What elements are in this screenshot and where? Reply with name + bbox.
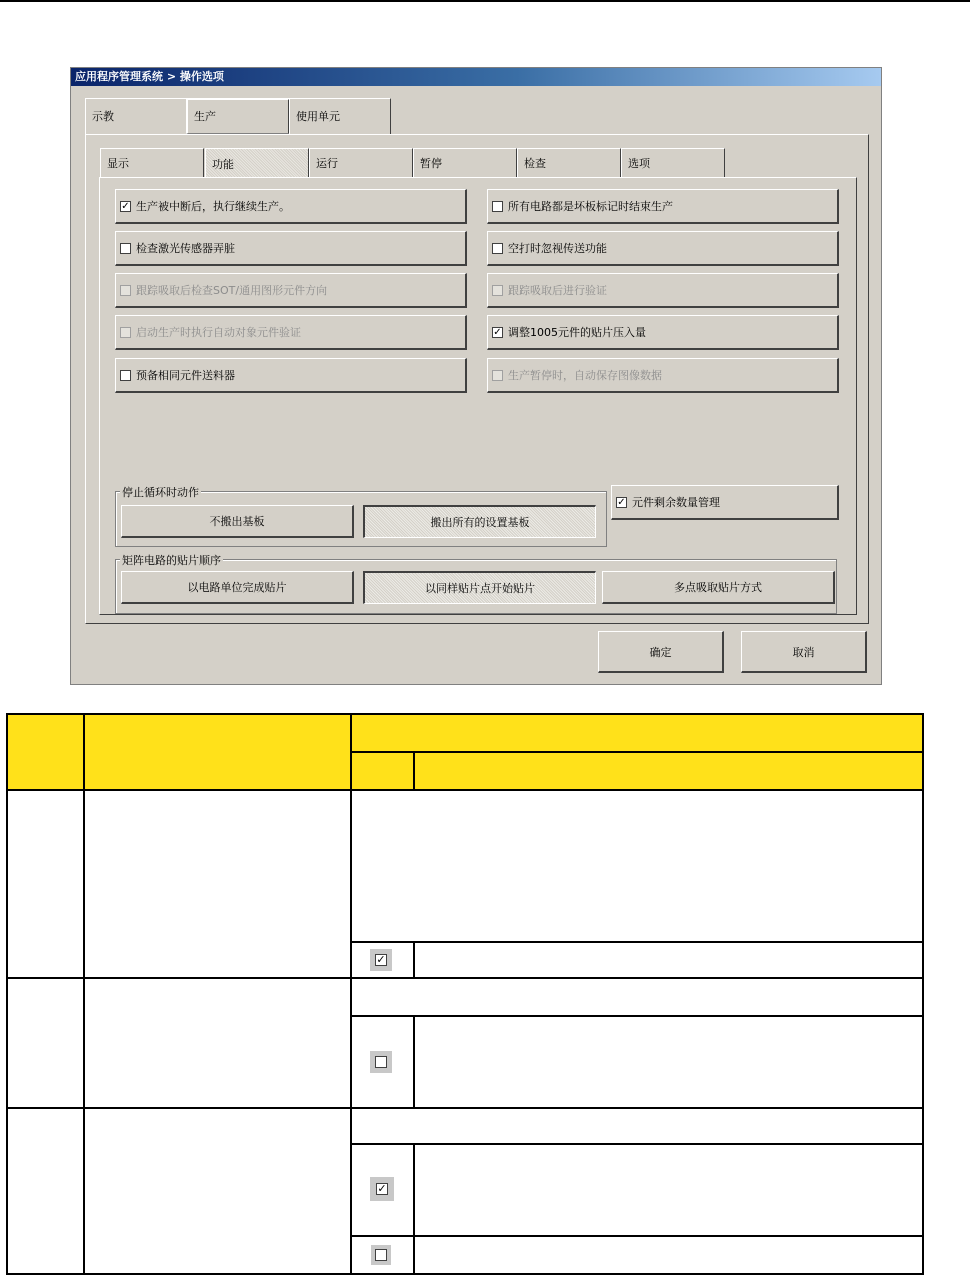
tab-teach[interactable]: 示教 [85,98,187,134]
option-verify-after-pick: 跟踪吸取后进行验证 [487,273,839,308]
checkbox-unchecked-icon [370,1051,392,1073]
header-col-3b [413,751,924,791]
option-ignore-transfer[interactable]: 空打时忽视传送功能 [487,231,839,266]
table-cell [413,1143,924,1237]
checkbox-icon [120,243,131,254]
table-cell [350,789,924,943]
ok-button[interactable]: 确定 [598,631,724,673]
page-top-rule [0,0,970,2]
checkbox-checked-icon: ✓ [370,1177,394,1201]
subtab-function[interactable]: 功能 [205,148,309,178]
header-col-1 [6,713,85,791]
option-end-on-bad-marks[interactable]: 所有电路都是坏板标记时结束生产 [487,189,839,224]
table-cell [83,789,352,979]
header-col-2 [83,713,352,791]
no-unload-board-button[interactable]: 不搬出基板 [121,505,354,538]
subtab-display[interactable]: 显示 [100,148,204,177]
checkbox-unchecked-icon [371,1245,391,1265]
checkbox-icon: ✓ [617,496,626,508]
complete-by-circuit-button[interactable]: 以电路单位完成贴片 [121,571,354,604]
checkbox-icon [492,243,503,254]
operation-options-dialog [70,67,882,685]
start-same-point-button[interactable]: 以同样贴片点开始贴片 [363,571,596,604]
option-check-laser-sensor[interactable]: 检查激光传感器弄脏 [115,231,467,266]
option-check-sot-direction: 跟踪吸取后检查SOT/通用图形元件方向 [115,273,467,308]
multi-pick-mode-button[interactable]: 多点吸取贴片方式 [602,571,835,604]
table-cell [350,977,924,1017]
option-spare-feeder[interactable]: 预备相同元件送料器 [115,358,467,393]
table-row [6,1107,85,1275]
table-cell [83,977,352,1109]
header-col-3 [350,713,924,753]
option-adjust-1005-push[interactable]: ✓ 调整1005元件的贴片压入量 [487,315,839,350]
checkbox-icon [492,285,503,296]
subtab-run[interactable]: 运行 [309,148,413,177]
checkbox-icon [492,370,503,381]
option-remaining-parts[interactable]: ✓ 元件剩余数量管理 [611,485,839,520]
checkbox-icon: ✓ [121,200,130,212]
table-cell [413,1015,924,1109]
window-title: 应用程序管理系统 > 操作选项 [71,68,881,86]
table-cell [350,1107,924,1145]
subtab-options[interactable]: 选项 [621,148,725,177]
tab-production[interactable]: 生产 [186,98,290,134]
unload-all-boards-button[interactable]: 搬出所有的设置基板 [363,505,596,538]
subtab-inspect[interactable]: 检查 [517,148,621,177]
tab-use-unit[interactable]: 使用单元 [289,98,391,134]
checkbox-icon [492,201,503,212]
checkbox-icon [120,285,131,296]
subtab-pause[interactable]: 暂停 [413,148,517,177]
table-row [6,977,85,1109]
cancel-button[interactable]: 取消 [741,631,867,673]
checkbox-icon [120,370,131,381]
checkbox-icon: ✓ [493,326,502,338]
option-auto-save-image: 生产暂停时，自动保存图像数据 [487,358,839,393]
matrix-order-group-label: 矩阵电路的贴片顺序 [122,554,221,567]
table-cell [413,941,924,979]
stop-cycle-group-label: 停止循环时动作 [122,486,199,499]
checkbox-icon [120,327,131,338]
table-row [6,789,85,979]
checkbox-checked-icon: ✓ [370,949,392,971]
option-auto-part-verify: 启动生产时执行自动对象元件验证 [115,315,467,350]
table-cell [83,1107,352,1275]
option-continue-after-interrupt[interactable]: ✓ 生产被中断后，执行继续生产。 [115,189,467,224]
header-col-3a [350,751,415,791]
table-cell [413,1235,924,1275]
